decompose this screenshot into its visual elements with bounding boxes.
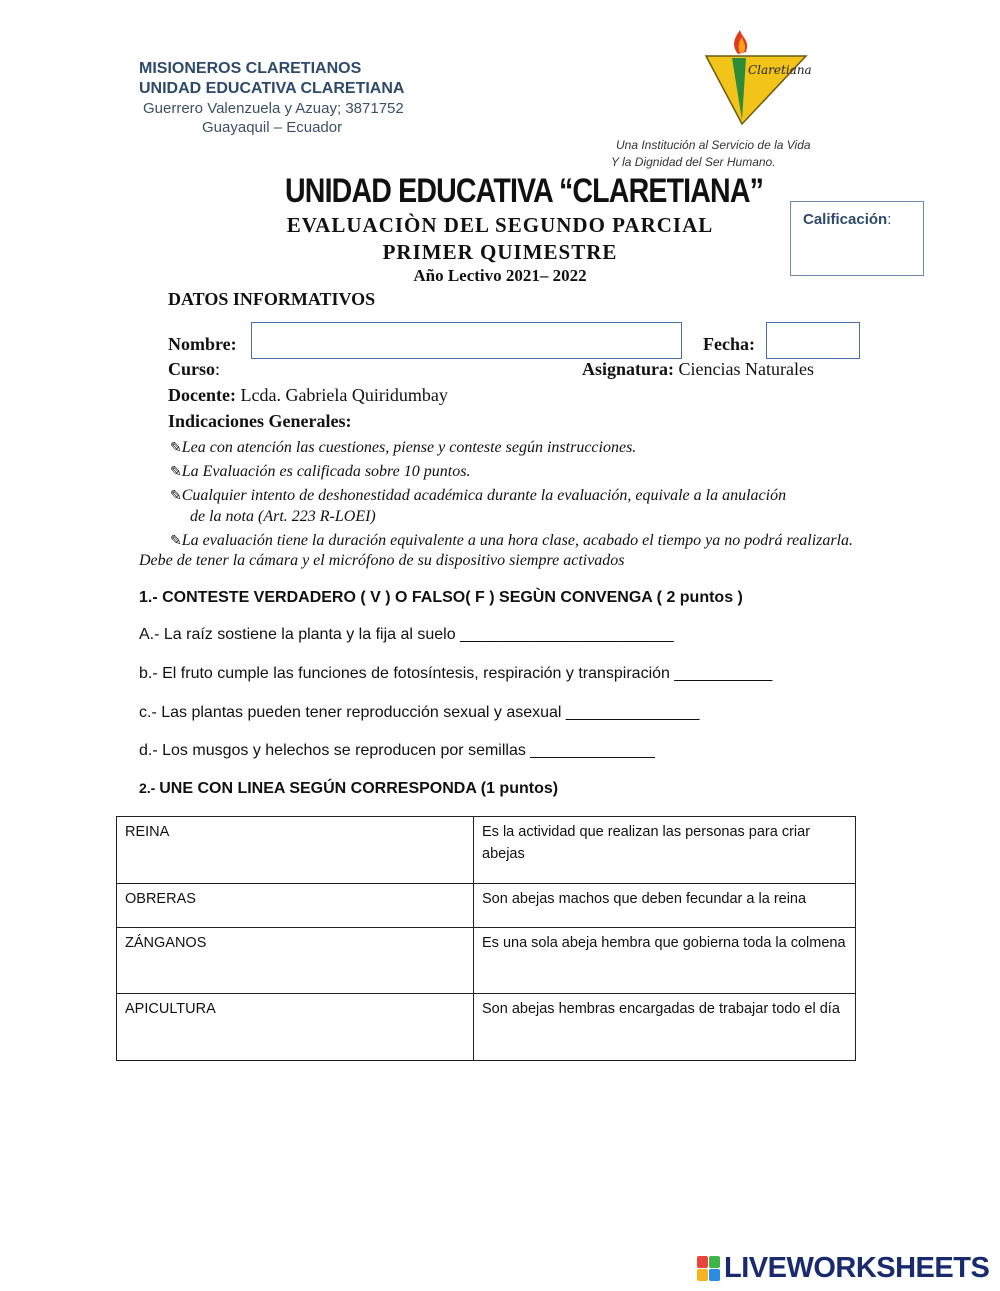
section-label: DATOS INFORMATIVOS — [168, 289, 376, 309]
match-term[interactable]: ZÁNGANOS — [117, 928, 474, 994]
logo-text: Claretiana — [748, 63, 812, 77]
question-1-item-a[interactable]: A.- La raíz sostiene la planta y la fija al suelo ________________________ — [139, 626, 674, 643]
indication-4: ✎La evaluación tiene la duración equivalente a una hora clase, acabado el tiempo ya no podrá realizarla. — [170, 532, 854, 549]
indication-3-cont: de la nota (Art. 223 R-LOEI) — [190, 508, 376, 525]
motto-line-1: Una Institución al Servicio de la Vida — [616, 138, 811, 152]
teacher-value: Lcda. Gabriela Quiridumbay — [240, 385, 448, 405]
org-city: Guayaquil – Ecuador — [202, 119, 343, 136]
match-term[interactable]: OBRERAS — [117, 884, 474, 928]
subject-line: Asignatura: Ciencias Naturales — [582, 359, 814, 379]
org-address: Guerrero Valenzuela y Azuay; 3871752 — [143, 100, 404, 117]
indication-3: ✎Cualquier intento de deshonestidad académica durante la evaluación, equivale a la anulación — [170, 487, 787, 504]
org-name-2: UNIDAD EDUCATIVA CLARETIANA — [139, 80, 405, 97]
org-name-1: MISIONEROS CLARETIANOS — [139, 60, 362, 77]
match-definition[interactable]: Es la actividad que realizan las personas para criar abejas — [474, 817, 856, 884]
indication-5: Debe de tener la cámara y el micrófono de su dispositivo siempre activados — [139, 552, 625, 569]
table-row — [117, 817, 856, 884]
match-definition[interactable]: Son abejas machos que deben fecundar a la reina — [474, 884, 856, 928]
matching-table — [116, 816, 856, 1061]
course-label: Curso: — [168, 359, 221, 379]
pencil-icon: ✎ — [170, 489, 182, 504]
question-1-item-c[interactable]: c.- Las plantas pueden tener reproducción sexual y asexual _______________ — [139, 704, 700, 721]
teacher-line: Docente: Lcda. Gabriela Quiridumbay — [168, 385, 448, 405]
indication-1: ✎Lea con atención las cuestiones, piense y conteste según instrucciones. — [170, 439, 637, 456]
liveworksheets-brand[interactable]: LIVEWORKSHEETS — [724, 1252, 990, 1284]
school-logo — [702, 28, 812, 128]
pencil-icon: ✎ — [170, 441, 182, 456]
name-label: Nombre: — [168, 334, 237, 354]
match-term[interactable]: APICULTURA — [117, 994, 474, 1061]
table-row — [117, 928, 856, 994]
question-1-item-b[interactable]: b.- El fruto cumple las funciones de fotosíntesis, respiración y transpiración ___________ — [139, 665, 773, 682]
match-term[interactable]: REINA — [117, 817, 474, 884]
table-row — [117, 884, 856, 928]
subject-value: Ciencias Naturales — [678, 359, 814, 379]
pencil-icon: ✎ — [170, 465, 182, 480]
date-label: Fecha: — [703, 334, 755, 354]
term-title: PRIMER QUIMESTRE — [382, 240, 618, 264]
grade-box[interactable] — [790, 201, 924, 276]
indications-label: Indicaciones Generales: — [168, 411, 352, 431]
table-row — [117, 994, 856, 1061]
date-input[interactable] — [766, 322, 860, 359]
grade-label: Calificación: — [803, 211, 892, 228]
pencil-icon: ✎ — [170, 534, 182, 549]
school-year: Año Lectivo 2021– 2022 — [413, 266, 587, 285]
exam-title: EVALUACIÒN DEL SEGUNDO PARCIAL — [286, 213, 714, 237]
question-1-title: 1.- CONTESTE VERDADERO ( V ) O FALSO( F ) SEGÙN CONVENGA ( 2 puntos ) — [139, 589, 743, 606]
liveworksheets-logo-icon — [697, 1256, 721, 1282]
motto-line-2: Y la Dignidad del Ser Humano. — [611, 155, 776, 169]
question-1-item-d[interactable]: d.- Los musgos y helechos se reproducen por semillas ______________ — [139, 742, 655, 759]
main-title: UNIDAD EDUCATIVA “CLARETIANA” — [285, 172, 764, 210]
indication-2: ✎La Evaluación es calificada sobre 10 puntos. — [170, 463, 471, 480]
question-2-title: 2.- UNE CON LINEA SEGÚN CORRESPONDA (1 puntos) — [139, 780, 559, 797]
name-input[interactable] — [251, 322, 682, 359]
match-definition[interactable]: Es una sola abeja hembra que gobierna toda la colmena — [474, 928, 856, 994]
match-definition[interactable]: Son abejas hembras encargadas de trabajar todo el día — [474, 994, 856, 1061]
